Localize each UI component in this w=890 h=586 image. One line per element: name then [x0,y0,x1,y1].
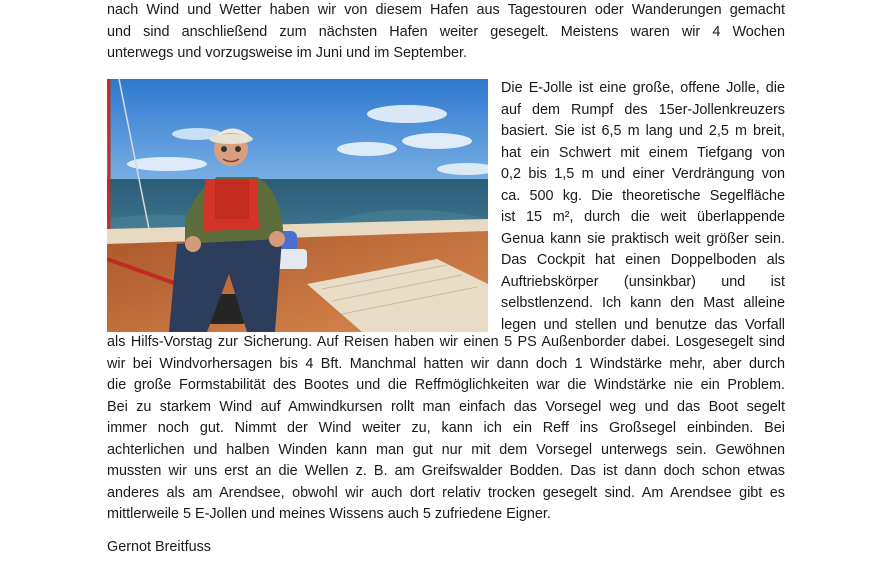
boat-description-paragraph [501,78,785,336]
sailor-on-dinghy-image [107,79,488,332]
text-line: Die E-Jolle ist eine große, offene Jolle, die [501,80,785,96]
text-line: achterlichen und halben Winden kann man gut nur mit dem Vorsegel unterwegs sein. Gewöhnen [107,441,785,458]
text-line: auf dem Rumpf des 15er-Jollenkreuzers [501,101,785,118]
sailboat-photo [107,79,488,332]
text-line: basiert. Sie ist 6,5 m lang und 2,5 m breit, [501,123,785,139]
text-line: mittlerweile 5 E-Jollen und meines Wissens auch 5 zufriedene Eigner. [107,506,551,522]
text-line: mussten wir uns erst an die Wellen z. B. am Greifswalder Bodden. Das ist dann doch schon etwas [107,463,785,479]
text-line: Auftriebskörper (unsinkbar) und ist [501,273,785,290]
text-line: ist 15 m², durch die weit überlappende [501,209,785,225]
text-line: Das Cockpit hat einen Doppelboden als [501,252,785,268]
text-line: Bei zu starkem Wind auf Amwindkursen rollt man einfach das Vorsegel weg und das Boot segelt [107,398,785,415]
text-line: 0,2 bis 1,5 m und einer Verdrängung von [501,166,785,182]
text-line: selbstlenzend. Ich kann den Mast alleine [501,295,785,311]
author-signature: Gernot Breitfuss [107,539,211,555]
text-line: legen und stellen und benutze das Vorfall [501,316,785,333]
intro-paragraph [107,0,785,65]
text-line: hat ein Schwert mit einem Tiefgang von [501,144,785,161]
text-line: anderes als am Arendsee, obwohl wir auch dort relativ trocken gesegelt sind. Am Arendsee gibt es [107,484,785,501]
text-line: nach Wind und Wetter haben wir von diesem Hafen aus Tagestouren oder Wanderungen gemacht [107,2,785,18]
text-line: als Hilfs-Vorstag zur Sicherung. Auf Reisen haben wir einen 5 PS Außenborder dabei. Losgesegelt sind [107,334,785,350]
text-line: immer noch gut. Nimmt der Wind weiter zu, kann ich ein Reff ins Großsegel einbinden. Bei [107,420,785,436]
text-line: unterwegs und vorzugsweise im Juni und im September. [107,45,467,61]
text-line: ca. 500 kg. Die theoretische Segelfläche [501,187,785,204]
text-line: und sind anschließend zum nächsten Hafen weiter gesegelt. Meistens waren wir 4 Wochen [107,23,785,40]
sailing-experience-paragraph [107,332,785,526]
text-line: wir bei Windvorhersagen bis 4 Bft. Manchmal hatten wir dann doch 1 Windstärke mehr, aber durch [107,355,785,372]
text-line: Genua kann sie praktisch weit größer sein. [501,230,785,247]
text-line: die große Formstabilität des Bootes und die Reffmöglichkeiten war die Windstärke nie ein Problem. [107,377,785,393]
